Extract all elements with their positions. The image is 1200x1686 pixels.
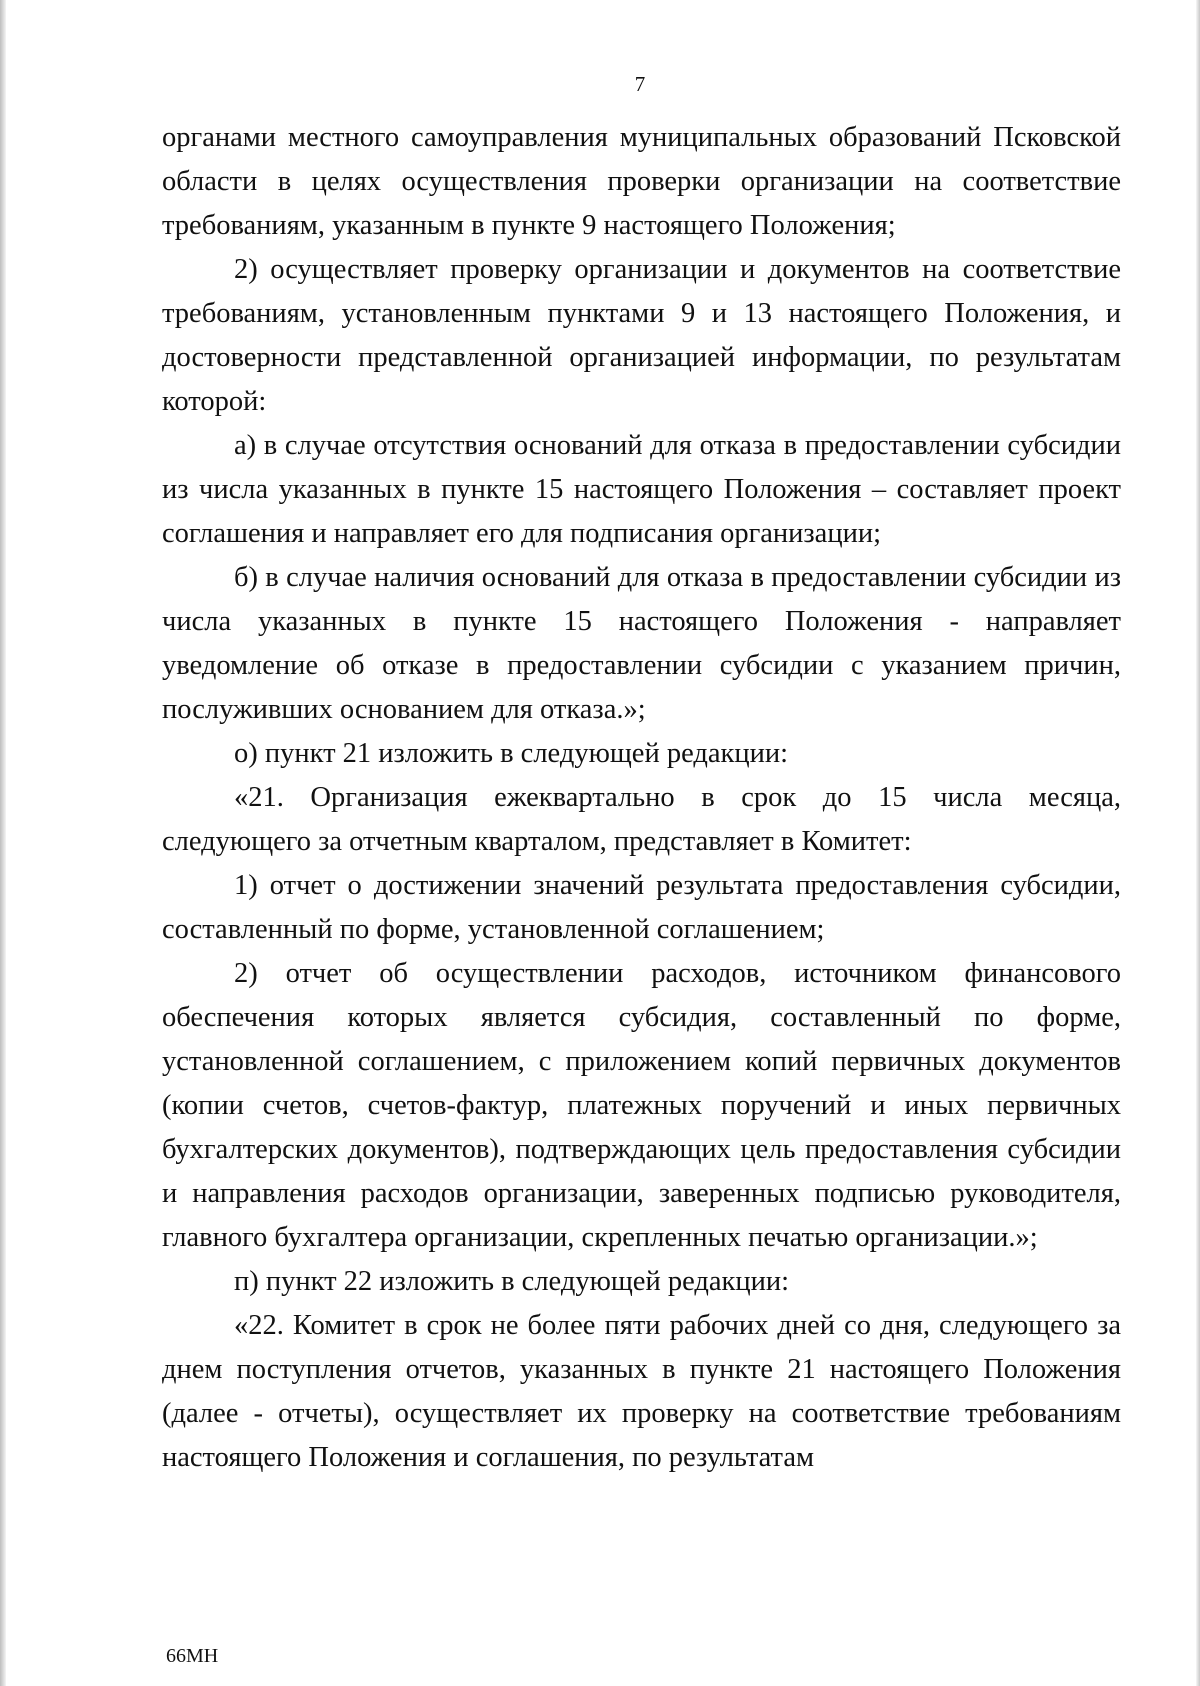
paragraph-clause-21-item-2: 2) отчет об осуществлении расходов, источником финансового обеспечения которых является субсидия, составленный по форме, установленной соглашением, с приложением копий первичных документов (копии счетов, счетов-фактур, платежных поручений и иных первичных бухгалтерских документов), подтверждающих цель предоставления субсидии и направления расходов организации, заверенных подписью руководителя, главного бухгалтера организации, скрепленных печатью организации.»; <box>162 958 1121 1253</box>
paragraph-amendment-o: о) пункт 21 изложить в следующей редакции: <box>234 738 789 769</box>
scan-edge-left <box>0 0 6 1686</box>
document-body <box>162 116 1121 1480</box>
scan-edge-right <box>1196 0 1200 1686</box>
paragraph-clause-21-item-1: 1) отчет о достижении значений результата предоставления субсидии, составленный по форме, установленной соглашением; <box>162 870 1121 945</box>
paragraph-continuation: органами местного самоуправления муниципальных образований Псковской области в целях осуществления проверки организации на соответствие требованиям, указанным в пункте 9 настоящего Положения; <box>162 122 1121 241</box>
paragraph-clause-22: «22. Комитет в срок не более пяти рабочих дней со дня, следующего за днем поступления отчетов, указанных в пункте 21 настоящего Положения (далее - отчеты), осуществляет их проверку на соответствие требованиям настоящего Положения и соглашения, по результатам <box>162 1310 1121 1473</box>
footer-document-code: 66МН <box>166 1645 219 1667</box>
paragraph-subitem-a: а) в случае отсутствия оснований для отказа в предоставлении субсидии из числа указанных в пункте 15 настоящего Положения – составляет проект соглашения и направляет его для подписания организации; <box>162 430 1121 549</box>
page-number: 7 <box>634 72 646 96</box>
paragraph-item-2: 2) осуществляет проверку организации и документов на соответствие требованиям, установленным пунктами 9 и 13 настоящего Положения, и достоверности представленной организацией информации, по результатам которой: <box>162 254 1121 417</box>
paragraph-clause-21: «21. Организация ежеквартально в срок до 15 числа месяца, следующего за отчетным кварталом, представляет в Комитет: <box>162 782 1121 857</box>
paragraph-amendment-p: п) пункт 22 изложить в следующей редакции: <box>234 1266 790 1297</box>
paragraph-subitem-b: б) в случае наличия оснований для отказа в предоставлении субсидии из числа указанных в пункте 15 настоящего Положения - направляет уведомление об отказе в предоставлении субсидии с указанием причин, послуживших основанием для отказа.»; <box>162 562 1121 725</box>
